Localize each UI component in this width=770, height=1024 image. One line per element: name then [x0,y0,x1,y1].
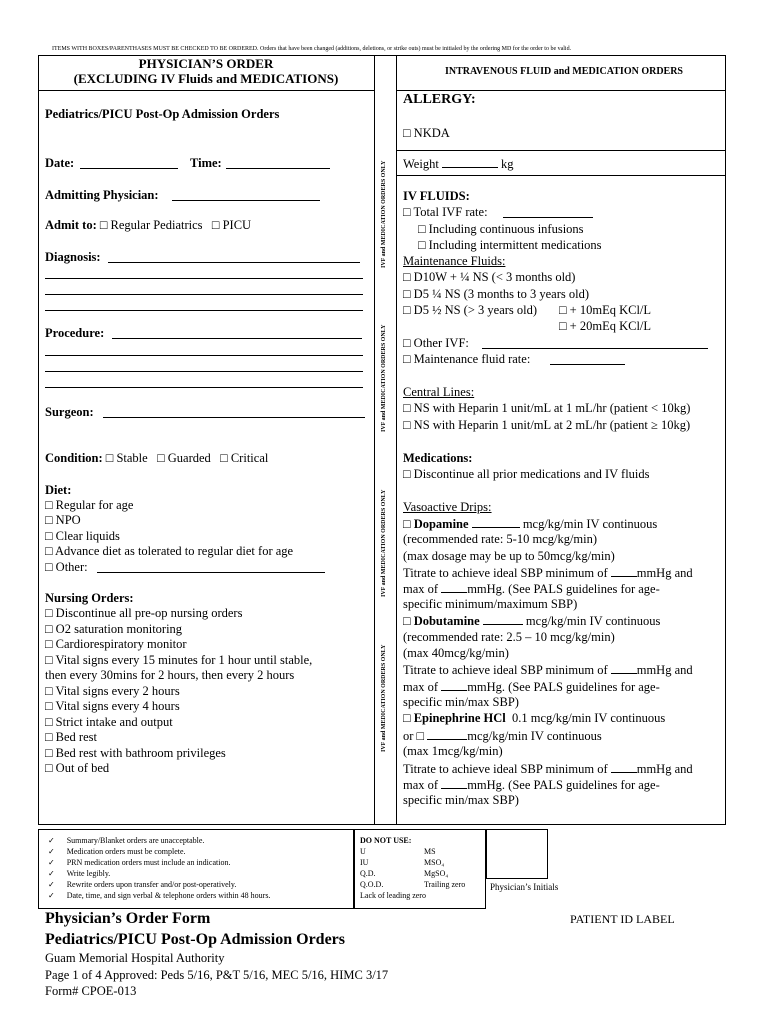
regular-peds-checkbox[interactable]: □ Regular Pediatrics [99,218,203,232]
diet-other-checkbox[interactable]: □ Other: [45,560,88,574]
nursing-vitals15-checkbox[interactable]: □ Vital signs every 15 minutes for 1 hour until stable, [45,653,313,667]
form-subtitle: Pediatrics/PICU Post-Op Admission Orders [45,931,345,948]
procedure-field[interactable] [112,327,362,339]
nursing-o2-checkbox[interactable]: □ O2 saturation monitoring [45,622,183,636]
allergy-rule [396,150,726,151]
nursing-bedrest-bath-checkbox[interactable]: □ Bed rest with bathroom privileges [45,746,226,760]
dopamine-checkbox[interactable]: □ [403,517,411,531]
checklist: ✓ Summary/Blanket orders are unacceptable. ✓ Medication orders must be complete. ✓ PRN medication orders must include an indication. ✓ Write legibly. ✓ Rewrite orders upon transfer and/or post-operatively. ✓ Date, time, and sign verbal & telephone orders within 48 hours. [48,836,271,900]
nursing-discontinue-checkbox[interactable]: □ Discontinue all pre-op nursing orders [45,606,243,620]
dobutamine-checkbox[interactable]: □ [403,614,411,628]
allergy-heading: ALLERGY: [403,92,476,107]
condition-row: Condition: □ Stable □ Guarded □ Critical [45,451,269,465]
vertical-label-4: IVF and MEDICATION ORDERS ONLY [381,644,387,752]
medications-heading: Medications: [403,451,473,465]
maintenance-heading: Maintenance Fluids: [403,254,506,268]
nursing-oob-checkbox[interactable]: □ Out of bed [45,761,110,775]
divider-right [396,55,397,825]
nursing-vitals4-checkbox[interactable]: □ Vital signs every 4 hours [45,699,180,713]
central-lines-heading: Central Lines: [403,385,475,399]
dobutamine-max: (max 40mcg/kg/min) [403,646,509,660]
admit-to-row: Admit to: □ Regular Pediatrics □ PICU [45,218,252,232]
date-field[interactable] [80,157,178,169]
physician-initials-box[interactable] [486,829,548,879]
epinephrine-spec: specific min/max SBP) [403,793,519,807]
nkda-checkbox[interactable]: □ NKDA [403,126,450,140]
dobutamine-row: □ Dobutamine mcg/kg/min IV continuous [403,614,661,628]
diet-advance-checkbox[interactable]: □ Advance diet as tolerated to regular diet for age [45,544,294,558]
ns-heparin-1-checkbox[interactable]: □ NS with Heparin 1 unit/mL at 1 mL/hr (patient < 10kg) [403,401,691,415]
diet-heading: Diet: [45,483,72,497]
dopamine-max: (max dosage may be up to 50mcg/kg/min) [403,549,615,563]
stable-checkbox[interactable]: □ Stable [105,451,148,465]
vertical-label-1: IVF and MEDICATION ORDERS ONLY [381,160,387,268]
dobutamine-spec: specific min/max SBP) [403,695,519,709]
date-label: Date: [45,156,75,170]
weight-field[interactable] [442,156,498,168]
admitting-label: Admitting Physician: [45,188,159,202]
guarded-checkbox[interactable]: □ Guarded [157,451,211,465]
weight-row: Weight kg [403,157,514,171]
time-label: Time: [190,156,222,170]
epinephrine-checkbox[interactable]: □ [403,711,411,725]
header-note: ITEMS WITH BOXES/PARENTHASES MUST BE CHECKED TO BE ORDERED. Orders that have been changed (additions, deletions, or strike outs) must be initialed by the ordering MD for the order to be valid. [52,46,572,52]
physician-initials-label: Physician’s Initials [490,882,559,892]
dopamine-titrate: Titrate to achieve ideal SBP minimum of mmHg and [403,566,693,580]
nursing-bedrest-checkbox[interactable]: □ Bed rest [45,730,97,744]
total-ivf-checkbox[interactable]: □ Total IVF rate: [403,205,488,219]
procedure-line-3[interactable] [45,371,363,372]
diet-npo-checkbox[interactable]: □ NPO [45,513,81,527]
epinephrine-alt-checkbox[interactable]: or □ [403,729,425,743]
left-title-rule [38,90,374,91]
form-number: Form# CPOE-013 [45,984,137,998]
left-title: PHYSICIAN’S ORDER (EXCLUDING IV Fluids and MEDICATIONS) [73,56,339,86]
diagnosis-field[interactable] [108,251,360,263]
ns-heparin-2-checkbox[interactable]: □ NS with Heparin 1 unit/mL at 2 mL/hr (patient ≥ 10kg) [403,418,691,432]
form-title: Physician’s Order Form [45,910,211,927]
epinephrine-max-row: max of mmHg. (See PALS guidelines for age- [403,778,660,792]
dobutamine-dose-field[interactable] [483,613,523,625]
maint-rate-field[interactable] [550,353,625,365]
kcl10-checkbox[interactable]: □ + 10mEq KCl/L [559,303,652,317]
diagnosis-line-3[interactable] [45,294,363,295]
nursing-heading: Nursing Orders: [45,591,134,605]
hospital-name: Guam Memorial Hospital Authority [45,951,225,965]
weight-rule [396,175,726,176]
check-icon: ✓ [48,891,55,900]
epinephrine-min-sbp-field[interactable] [611,761,637,773]
other-ivf-checkbox[interactable]: □ Other IVF: [403,336,469,350]
time-field[interactable] [226,157,330,169]
vertical-label-3: IVF and MEDICATION ORDERS ONLY [381,489,387,597]
dopamine-min-sbp-field[interactable] [611,565,637,577]
dopamine-dose-field[interactable] [472,516,520,528]
critical-checkbox[interactable]: □ Critical [220,451,269,465]
dopamine-spec: specific minimum/maximum SBP) [403,597,578,611]
dopamine-max-sbp-field[interactable] [441,581,467,593]
discontinue-meds-checkbox[interactable]: □ Discontinue all prior medications and IV fluids [403,467,650,481]
incl-intermittent-checkbox[interactable]: □ Including intermittent medications [418,238,602,252]
patient-id-label: PATIENT ID LABEL [570,912,675,926]
dobutamine-max-row: max of mmHg. (See PALS guidelines for age- [403,680,660,694]
vertical-label-2: IVF and MEDICATION ORDERS ONLY [381,324,387,432]
epinephrine-max: (max 1mcg/kg/min) [403,744,503,758]
procedure-line-4[interactable] [45,387,363,388]
check-icon: ✓ [48,836,55,845]
iv-fluids-heading: IV FLUIDS: [403,189,470,203]
form-name: Pediatrics/PICU Post-Op Admission Orders [45,107,280,121]
surgeon-label: Surgeon: [45,405,94,419]
d5-quarter-checkbox[interactable]: □ D5 ¼ NS (3 months to 3 years old) [403,287,590,301]
page-approval: Page 1 of 4 Approved: Peds 5/16, P&T 5/16, MEC 5/16, HIMC 3/17 [45,968,389,982]
diagnosis-label: Diagnosis: [45,250,101,264]
admitting-field[interactable] [172,189,320,201]
procedure-line-2[interactable] [45,355,363,356]
kcl20-checkbox[interactable]: □ + 20mEq KCl/L [559,319,652,333]
right-title-rule [396,90,726,91]
dopamine-rec: (recommended rate: 5-10 mcg/kg/min) [403,532,598,546]
diet-regular-checkbox[interactable]: □ Regular for age [45,498,134,512]
dobutamine-titrate: Titrate to achieve ideal SBP minimum of mmHg and [403,663,693,677]
d5-half-checkbox[interactable]: □ D5 ½ NS (> 3 years old) [403,303,538,317]
epinephrine-or-row: or □ mcg/kg/min IV continuous [403,729,602,743]
total-ivf-field[interactable] [503,206,593,218]
maint-rate-checkbox[interactable]: □ Maintenance fluid rate: [403,352,531,366]
do-not-use-list: DO NOT USE: U MS IU MSO₄ Q.D. MgSO₄ Q.O.D. Trailing zero Lack of leading zero [360,836,466,900]
check-icon: ✓ [48,869,55,878]
epinephrine-alt-field[interactable] [427,728,467,740]
incl-continuous-checkbox[interactable]: □ Including continuous infusions [418,222,584,236]
divider-left [374,55,375,825]
dopamine-max-row: max of mmHg. (See PALS guidelines for age- [403,582,660,596]
diagnosis-line-4[interactable] [45,310,363,311]
check-icon: ✓ [48,880,55,889]
diet-other-field[interactable] [97,561,325,573]
check-icon: ✓ [48,847,55,856]
nursing-cardio-checkbox[interactable]: □ Cardiorespiratory monitor [45,637,187,651]
diagnosis-line-2[interactable] [45,278,363,279]
epinephrine-max-sbp-field[interactable] [441,777,467,789]
diet-clear-checkbox[interactable]: □ Clear liquids [45,529,120,543]
other-ivf-field[interactable] [482,337,708,349]
picu-checkbox[interactable]: □ PICU [211,218,252,232]
right-title: INTRAVENOUS FLUID and MEDICATION ORDERS [444,66,683,77]
surgeon-field[interactable] [103,406,365,418]
nursing-io-checkbox[interactable]: □ Strict intake and output [45,715,173,729]
dobutamine-min-sbp-field[interactable] [611,662,637,674]
epinephrine-row: □ Epinephrine HCl 0.1 mcg/kg/min IV continuous [403,711,666,725]
d10w-checkbox[interactable]: □ D10W + ¼ NS (< 3 months old) [403,270,576,284]
dobutamine-max-sbp-field[interactable] [441,679,467,691]
vasoactive-heading: Vasoactive Drips: [403,500,492,514]
nursing-vitals15-cont: then every 30mins for 2 hours, then every 2 hours [45,668,295,682]
dopamine-row: □ Dopamine mcg/kg/min IV continuous [403,517,658,531]
procedure-label: Procedure: [45,326,105,340]
nursing-vitals2-checkbox[interactable]: □ Vital signs every 2 hours [45,684,180,698]
check-icon: ✓ [48,858,55,867]
dobutamine-rec: (recommended rate: 2.5 – 10 mcg/kg/min) [403,630,615,644]
epinephrine-titrate: Titrate to achieve ideal SBP minimum of mmHg and [403,762,693,776]
